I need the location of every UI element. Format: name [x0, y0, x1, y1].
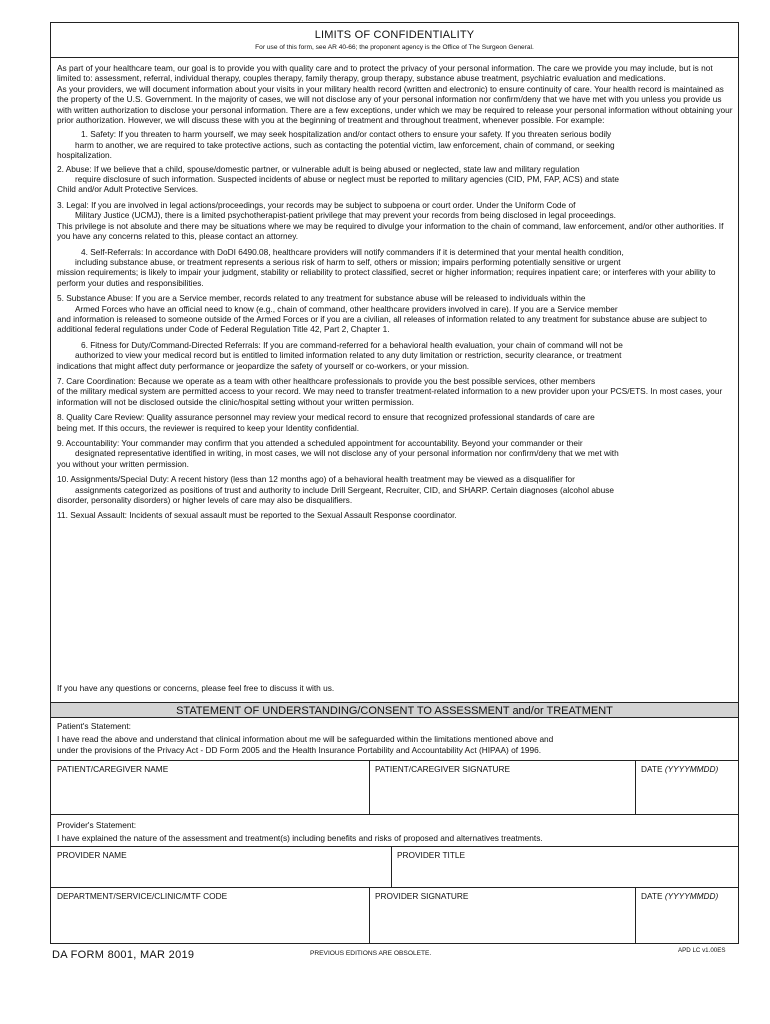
exception-item-rest: of the military medical system are permitted access to your record. We may need to transfer treatment-related information to a new provider upon your PCS/ETS. In most cases, your information will not be disclosed outside the clinic/hospital setting without your written permission. [57, 386, 723, 407]
exception-item [57, 376, 737, 407]
exception-item-line-1: 7. Care Coordination: Because we operate as a team with other healthcare professionals to provide you the best possible services, other members [57, 375, 596, 386]
form-title: LIMITS OF CONFIDENTIALITY [314, 29, 475, 41]
patient-name-field[interactable] [51, 760, 369, 814]
exception-item-rest: Child and/or Adult Protective Services. [57, 184, 199, 195]
exception-item-line-1: 11. Sexual Assault: Incidents of sexual assault must be reported to the Sexual Assault Response coordinator. [57, 510, 457, 521]
exception-item-line-1: 5. Substance Abuse: If you are a Service member, records related to any treatment for substance abuse will be released to individuals within the [57, 293, 586, 304]
consent-section-header: STATEMENT OF UNDERSTANDING/CONSENT TO ASSESSMENT and/or TREATMENT [51, 702, 738, 718]
intro-paragraph-2: As your providers, we will document information about your visits in your military health record (written and electronic) to ensure continuity of care. Your health record is maintained as the property of the U.S. Government. In the majority of cases, we will not disclose any of your personal information nor confirm/deny that we have met with you unless you provide us with written authorization to disclose your personal information. There are a few exceptions, under which we may be required to release your personal information without obtaining your prior authorization. However, we will discuss these with you at the beginning of treatment and throughout treatment, whenever possible. For example: [57, 83, 733, 126]
editions-notice: PREVIOUS EDITIONS ARE OBSOLETE. [310, 950, 432, 957]
intro-paragraph-1: As part of your healthcare team, our goal is to provide you with quality care and to protect the privacy of your personal information. The care we provide you may include, but is not limited to: assessment, referral, individual therapy, couples therapy, family therapy, group therapy, substance abuse treatment, psychiatric evaluation and medications. [57, 63, 713, 84]
exception-item [57, 200, 737, 242]
provider-statement-label: Provider's Statement: [57, 820, 137, 830]
provider-date-label: DATE [641, 891, 663, 901]
exception-item-line-2: including substance abuse, or treatment represents a serious risk of harm to self, others or mission; impairs performing potentially sensitive or urgent [75, 256, 621, 267]
provider-title-label: PROVIDER TITLE [397, 850, 466, 860]
patient-signature-label: PATIENT/CAREGIVER SIGNATURE [375, 764, 511, 774]
exception-item-line-2: designated representative identified in writing, in most cases, we will not disclose any of your personal information nor confirm/deny that we met with [75, 448, 619, 459]
exception-item-line-1: 3. Legal: If you are involved in legal actions/proceedings, your records may be subject to subpoena or court order. Under the Uniform Code of [57, 199, 576, 210]
department-field[interactable] [51, 887, 369, 943]
exception-item-line-1: 4. Self-Referrals: In accordance with DoDI 6490.08, healthcare providers will notify commanders if it is determined that your mental health condition, [81, 246, 624, 257]
exception-item [57, 340, 737, 371]
exception-item-line-2: Armed Forces who have an official need to know (e.g., chain of command, other healthcare providers involved in care). If you are a Service member [75, 303, 618, 314]
patient-date-format: (YYYYMMDD) [664, 764, 719, 774]
exception-item-line-1: 9. Accountability: Your commander may confirm that you attended a scheduled appointment for accountability. Beyond your commander or their [57, 438, 583, 448]
exception-item-line-2: require disclosure of such information. Suspected incidents of abuse or neglect must be reported to military agencies (CID, PM, FAP, ACS) and state [75, 174, 620, 185]
exception-item-line-2: Military Justice (UCMJ), there is a limited psychotherapist-patient privilege that may prevent your records from being disclosed in legal proceedings. [75, 210, 616, 221]
exception-item-line-1: 10. Assignments/Special Duty: A recent history (less than 12 months ago) of a behavioral health treatment may be viewed as a disqualifier for [57, 474, 575, 485]
exceptions-list [57, 129, 737, 520]
patient-statement-text-2: under the provisions of the Privacy Act - DD Form 2005 and the Health Insurance Portability and Accountability Act (HIPAA) of 1996. [57, 745, 542, 755]
provider-date-field[interactable] [635, 887, 740, 943]
form-body [57, 63, 737, 526]
exception-item-line-1: 2. Abuse: If we believe that a child, spouse/domestic partner, or vulnerable adult is being abused or neglected, state law and military regulation [57, 163, 580, 174]
exception-item-rest: disorder, personality disorders) or higher levels of care may also be disqualifiers. [57, 495, 353, 506]
provider-date-format: (YYYYMMDD) [664, 891, 719, 901]
exception-item [57, 164, 737, 195]
exception-item-line-2: authorized to view your medical record but is entitled to limited information related to any duty limitation or restriction, security clearance, or treatment [75, 350, 622, 361]
exception-item [57, 510, 737, 520]
provider-title-field[interactable] [391, 846, 740, 887]
exception-item-line-1: 8. Quality Care Review: Quality assurance personnel may review your medical record to ensure that recognized professional standards of care are [57, 412, 595, 423]
provider-statement-text: I have explained the nature of the assessment and treatment(s) including benefits and risks of proposed and alternatives treatments. [57, 833, 543, 843]
confidentiality-form [50, 22, 739, 944]
exception-item-line-1: 6. Fitness for Duty/Command-Directed Referrals: If you are command-referred for a behavioral health evaluation, your chain of command will not be [81, 339, 623, 350]
exception-item [57, 293, 737, 335]
exception-item-rest: being met. If this occurs, the reviewer is required to keep your Identity confidential. [57, 422, 360, 433]
provider-name-field[interactable] [51, 846, 391, 887]
patient-signature-field[interactable] [369, 760, 635, 814]
exception-item-rest: hospitalization. [57, 150, 112, 161]
exception-item-line-1: 1. Safety: If you threaten to harm yourself, we may seek hospitalization and/or contact others to ensure your safety. If you threaten serious bodily [81, 129, 612, 140]
patient-statement-label: Patient's Statement: [57, 721, 131, 731]
form-number: DA FORM 8001, MAR 2019 [52, 949, 195, 961]
exception-item [57, 474, 737, 505]
provider-name-label: PROVIDER NAME [57, 850, 127, 860]
patient-statement-text-1: I have read the above and understand that clinical information about me will be safeguarded within the limitations mentioned above and [57, 734, 554, 744]
exception-item-line-2: harm to another, we are required to take protective actions, such as contacting the potential victim, law enforcement, chain of command, or seeking [75, 139, 615, 150]
exception-item [57, 412, 737, 433]
provider-signature-label: PROVIDER SIGNATURE [375, 891, 469, 901]
provider-signature-field[interactable] [369, 887, 635, 943]
exception-item [57, 247, 737, 289]
form-subtitle: For use of this form, see AR 40-66; the proponent agency is the Office of The Surgeon General. [255, 44, 534, 51]
form-header [51, 23, 738, 58]
department-label: DEPARTMENT/SERVICE/CLINIC/MTF CODE [57, 891, 228, 901]
exception-item-rest: This privilege is not absolute and there may be situations where we may be required to divulge your information to the chain of command, law enforcement, and/or other authorities. If you have any concerns related to this, please contact an attorney. [57, 220, 724, 242]
patient-date-field[interactable] [635, 760, 740, 814]
closing-text: If you have any questions or concerns, please feel free to discuss it with us. [57, 683, 335, 693]
exception-item-line-2: assignments categorized as positions of trust and authority to include Drill Sergeant, Recruiter, CID, and SHARP. Certain diagnoses (alcohol abuse [75, 484, 614, 495]
patient-name-label: PATIENT/CAREGIVER NAME [57, 764, 169, 774]
exception-item-rest: mission requirements; is likely to impair your judgment, stability or reliability to protect classified, secret or higher information; requires inpatient care; or interferes with your ability to perform your duties and responsibilities. [57, 267, 716, 288]
version-code: APD LC v1.00ES [678, 947, 726, 954]
exception-item-rest: you without your written permission. [57, 458, 189, 469]
patient-date-label: DATE [641, 764, 663, 774]
exception-item [57, 129, 737, 160]
exception-item [57, 438, 737, 469]
exception-item-rest: and information is released to someone outside of the Armed Forces or if you are a civilian, all releases of information related to any treatment for substance abuse are subject to additional federal regulations under Code of Federal Regulation Title 42, Part 2, Chapter 1. [57, 313, 707, 335]
exception-item-rest: indications that might affect duty performance or jeopardize the safety of yourself or co-workers, or your mission. [57, 360, 470, 371]
